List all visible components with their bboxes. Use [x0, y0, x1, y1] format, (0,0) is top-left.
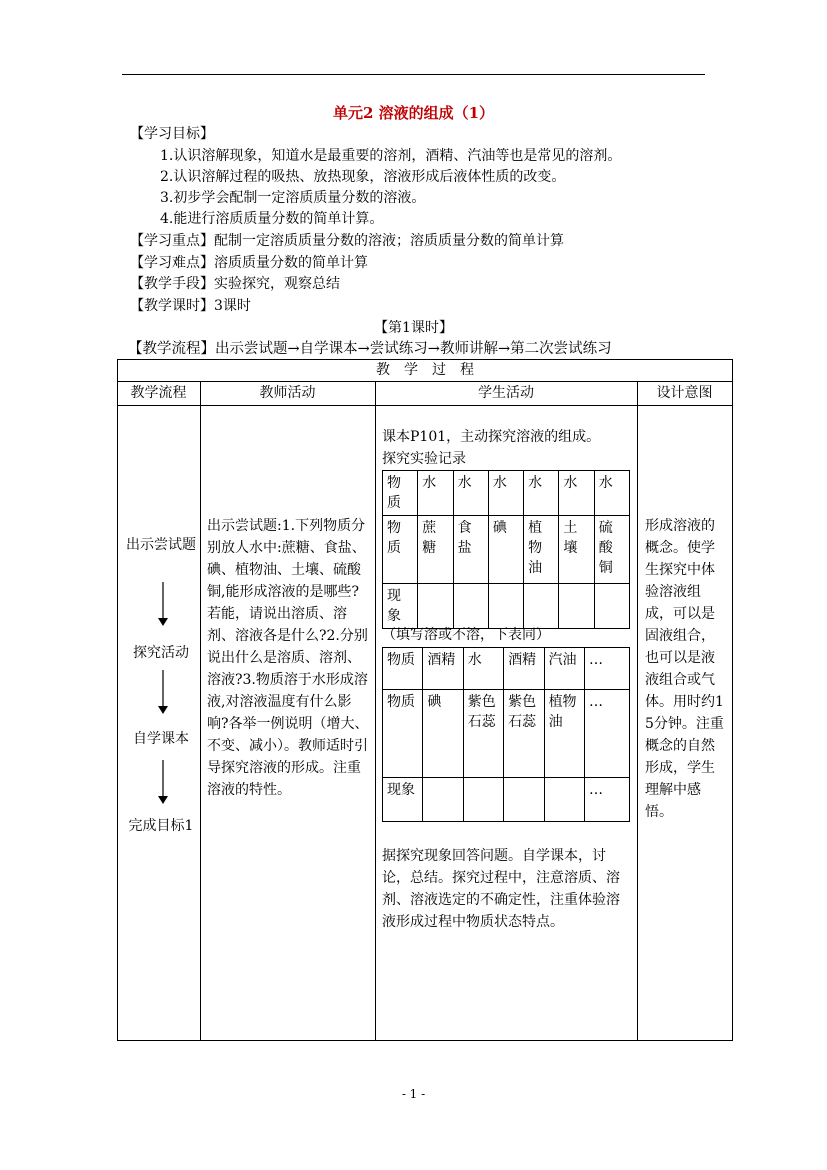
table-cell [453, 584, 488, 629]
table-cell: 水 [488, 471, 523, 516]
class-hours: 【教学课时】3课时 [130, 298, 251, 314]
column-header: 学生活动 [478, 385, 534, 401]
teaching-flow: 【教学流程】出示尝试题→自学课本→尝试练习→教师讲解→第二次尝试练习 [128, 341, 612, 357]
flow-step: 自学课本 [133, 731, 189, 747]
down-arrow-icon [153, 582, 173, 628]
teacher-activity: 出示尝试题:1.下列物质分别放人水中:蔗糖、食盐、碘、植物油、土壤、硫酸铜,能形成溶液的是哪些?若能，请说出溶质、溶剂、溶液各是什么?2.分别说出什么是溶质、溶剂、溶液?3.物质溶于水形成溶液,对溶液温度有什么影响?各举一例说明（增大、不变、减小）。教师适时引导探究溶液的形成。注重溶液的特性。 [207, 518, 369, 798]
table-cell: 紫色石蕊 [463, 690, 503, 778]
table-cell: 碘 [488, 516, 523, 584]
objective-item: 3.初步学会配制一定溶质质量分数的溶液。 [160, 190, 426, 206]
table-cell [559, 584, 594, 629]
table-cell: 水 [559, 471, 594, 516]
table-cell: … [584, 648, 629, 690]
experiment-table-1 [382, 470, 630, 629]
table-cell: 现象 [383, 584, 418, 629]
student-intro: 探究实验记录 [382, 451, 466, 467]
table-cell: 酒精 [423, 648, 463, 690]
table-cell: 植物油 [544, 690, 584, 778]
difficulty: 【学习难点】溶质质量分数的简单计算 [130, 255, 368, 271]
flow-step: 探究活动 [133, 645, 189, 661]
header-rule [122, 74, 705, 75]
lesson-label: 【第1课时】 [374, 320, 453, 336]
table-cell: 硫酸铜 [594, 516, 629, 584]
table-cell: 紫色石蕊 [504, 690, 544, 778]
flow-step: 完成目标1 [128, 818, 194, 834]
table-cell: 汽油 [544, 648, 584, 690]
table-cell [418, 584, 453, 629]
down-arrow-icon [153, 670, 173, 716]
column-header: 教师活动 [259, 385, 316, 401]
objective-item: 1.认识溶解现象，知道水是最重要的溶剂，酒精、汽油等也是常见的溶剂。 [160, 148, 622, 164]
table-cell: 物质 [383, 471, 418, 516]
student-intro: 课本P101，主动探究溶液的组成。 [382, 429, 601, 445]
flow-step: 出示尝试题 [126, 537, 196, 553]
table-cell: 植物油 [524, 516, 559, 584]
table-cell: 蔗糖 [418, 516, 453, 584]
column-header: 设计意图 [656, 385, 713, 401]
table-cell: 物质 [383, 648, 423, 690]
objective-item: 2.认识溶解过程的吸热、放热现象，溶液形成后液体性质的改变。 [160, 169, 566, 185]
table-cell [423, 778, 463, 822]
objective-item: 4.能进行溶质质量分数的简单计算。 [160, 211, 384, 227]
table-cell: 水 [524, 471, 559, 516]
objectives-label: 【学习目标】 [130, 126, 214, 142]
key-points: 【学习重点】配制一定溶质质量分数的溶液；溶质质量分数的简单计算 [130, 233, 564, 249]
column-header: 教学流程 [130, 385, 187, 401]
down-arrow-icon [153, 760, 173, 806]
table-cell: 碘 [423, 690, 463, 778]
fill-note: （填写溶或不溶，下表同） [382, 627, 550, 643]
table-cell: 酒精 [504, 648, 544, 690]
table-cell: 水 [594, 471, 629, 516]
table-cell [594, 584, 629, 629]
table-cell: … [584, 690, 629, 778]
table-cell: 物质 [383, 690, 423, 778]
experiment-table-2 [382, 647, 630, 822]
table-cell [504, 778, 544, 822]
table-cell: 现象 [383, 778, 423, 822]
table-cell [463, 778, 503, 822]
table-cell: 水 [453, 471, 488, 516]
table-cell: 土壤 [559, 516, 594, 584]
page-number: - 1 - [401, 1087, 426, 1101]
table-cell: … [584, 778, 629, 822]
table-cell: 水 [463, 648, 503, 690]
teaching-method: 【教学手段】实验探究，观察总结 [130, 276, 340, 292]
table-cell [488, 584, 523, 629]
table-title: 教 学 过 程 [376, 362, 474, 378]
design-intent: 形成溶液的概念。使学生探究中体验溶液组成，可以是固液组合，也可以是液液组合或气体。用时约15分钟。注重概念的自然形成，学生理解中感悟。 [645, 518, 724, 820]
table-cell [544, 778, 584, 822]
table-cell: 物质 [383, 516, 418, 584]
student-activity: 据探究现象回答问题。自学课本，讨论，总结。探究过程中，注意溶质、溶剂、溶液选定的不确定性，注重体验溶液形成过程中物质状态特点。 [382, 848, 620, 930]
page-title: 单元2 溶液的组成（1） [332, 104, 495, 122]
table-cell: 食盐 [453, 516, 488, 584]
table-cell: 水 [418, 471, 453, 516]
table-cell [524, 584, 559, 629]
